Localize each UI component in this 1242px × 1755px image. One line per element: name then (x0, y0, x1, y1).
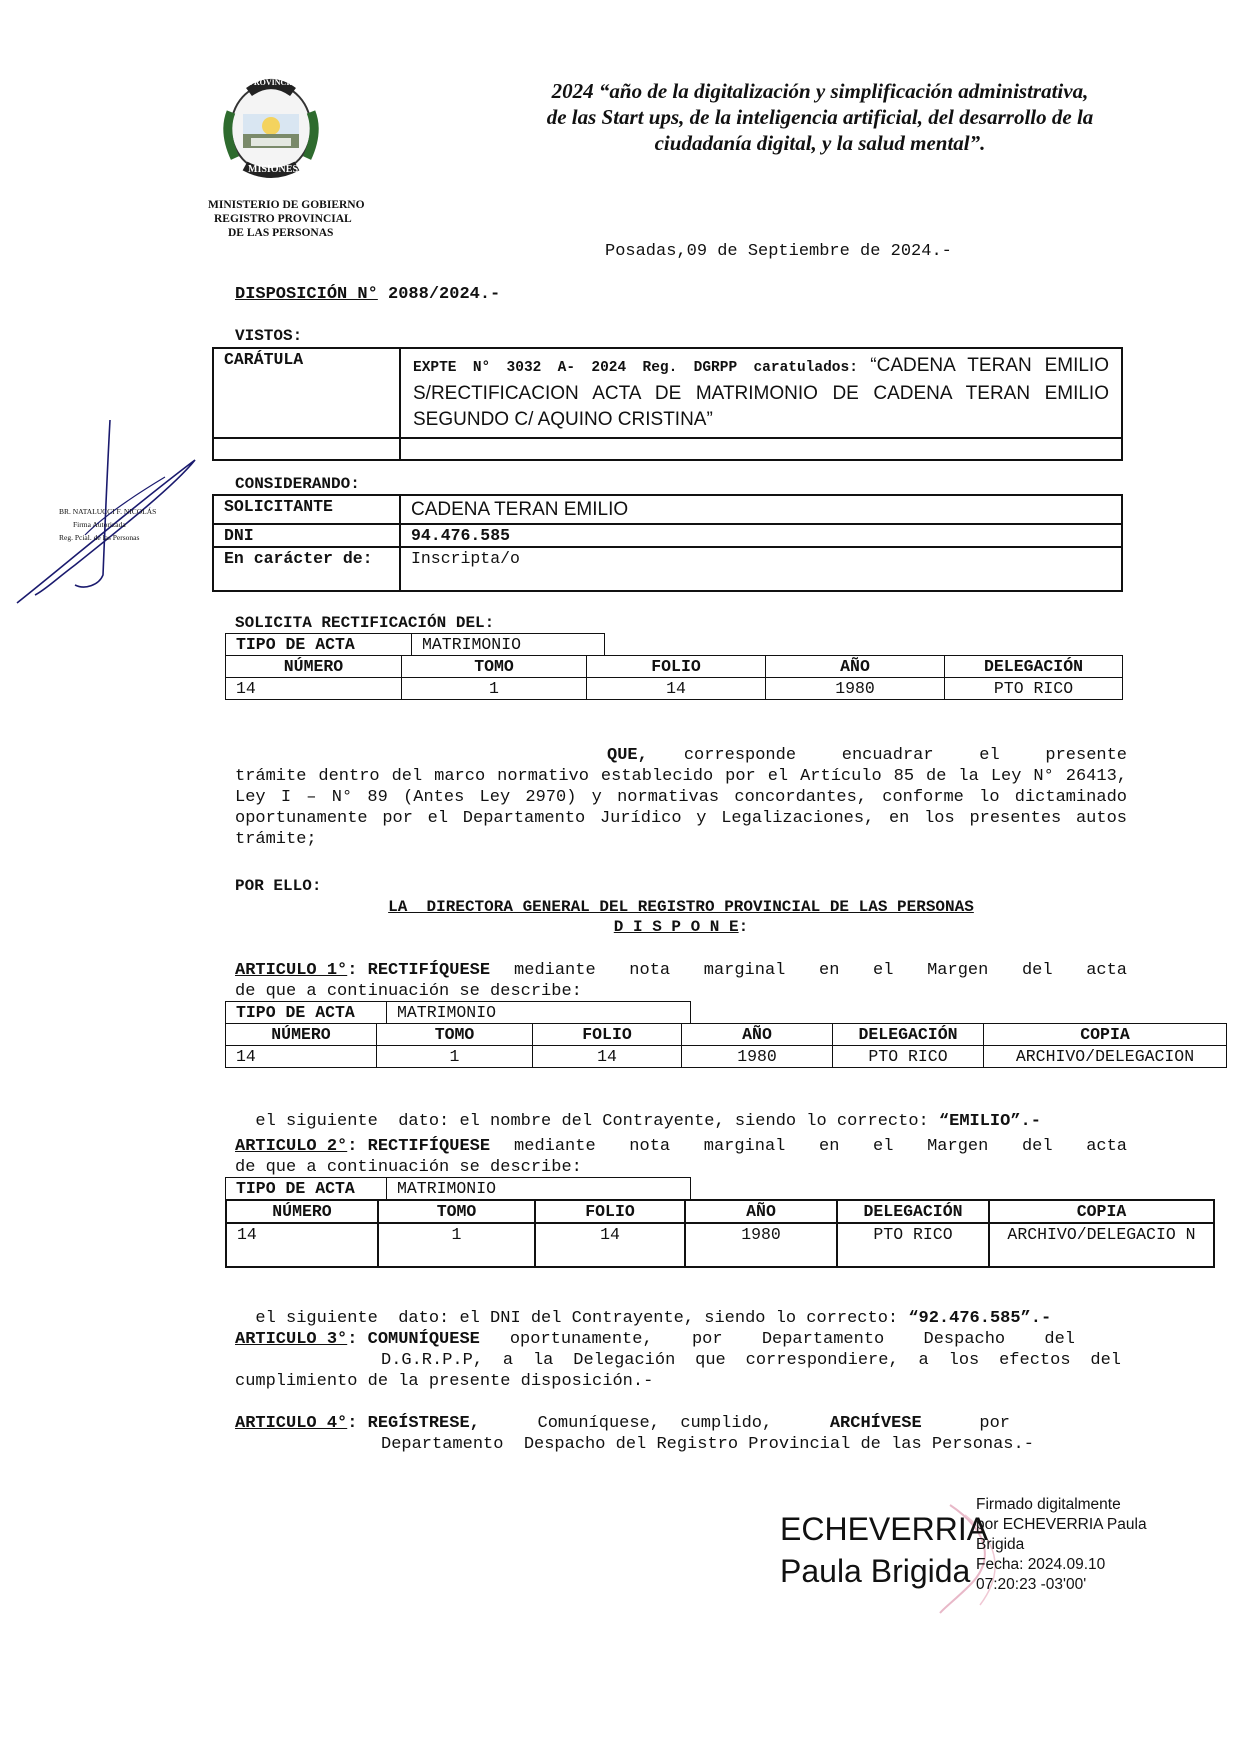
table-row (226, 1002, 691, 1024)
cell-anio: 1980 (766, 678, 945, 700)
caratula-label: CARÁTULA (213, 348, 400, 438)
articulo-1-text-first: mediante nota marginal en el Margen del acta (514, 961, 1127, 980)
articulo-3-text-second: D.G.R.P.P, a la Delegación que correspondiere, a los efectos del (381, 1351, 1121, 1370)
cell-folio: 14 (533, 1046, 682, 1068)
solicitante-table (212, 494, 1123, 592)
articulo-1-result (235, 1090, 1041, 1132)
ministry-line-2: REGISTRO PROVINCIAL (214, 213, 352, 225)
col-anio: AÑO (766, 656, 945, 678)
articulo-2-tipo-table (225, 1177, 691, 1200)
solicita-heading: SOLICITA RECTIFICACIÓN DEL: (235, 614, 495, 632)
cell-anio: 1980 (682, 1046, 833, 1068)
signer-name-line-1: ECHEVERRIA (780, 1511, 989, 1547)
col-tomo: TOMO (377, 1024, 533, 1046)
que-lead: QUE, (607, 746, 648, 765)
articulo-1-acta-table (225, 1023, 1227, 1068)
cell-delegacion: PTO RICO (833, 1046, 984, 1068)
cell-anio: 1980 (685, 1223, 837, 1267)
caratula-table (212, 347, 1123, 461)
que-paragraph (235, 745, 1127, 850)
articulo-1-tipo-table (225, 1001, 691, 1024)
cell-folio: 14 (587, 678, 766, 700)
col-numero: NÚMERO (226, 1200, 378, 1223)
cell-tomo: 1 (402, 678, 587, 700)
expte-prefix: EXPTE N° 3032 A- 2024 Reg. DGRPP caratulados: (413, 360, 858, 376)
side-signature-line-3: Reg. Pcial. de las Personas (59, 533, 140, 542)
articulo-3-verb: COMUNÍQUESE (367, 1330, 480, 1349)
col-tomo: TOMO (378, 1200, 535, 1223)
articulo-4-verb-2: ARCHÍVESE (829, 1414, 922, 1433)
col-tomo: TOMO (402, 656, 587, 678)
articulo-1-label: ARTICULO 1° (235, 961, 348, 980)
articulo-2-verb: RECTIFÍQUESE (367, 1137, 491, 1156)
signature-detail-4: Fecha: 2024.09.10 (976, 1556, 1106, 1573)
seal-text-top: PROVINCIA DE (249, 78, 308, 87)
articulo-2-result (235, 1287, 1051, 1329)
tipo-acta-value: MATRIMONIO (412, 634, 605, 656)
articulo-4-label: ARTICULO 4° (235, 1414, 348, 1433)
dispone-word: D I S P O N E (613, 918, 739, 936)
articulo-3-text-first: oportunamente, por Departamento Despacho del (509, 1330, 1075, 1349)
col-folio: FOLIO (587, 656, 766, 678)
table-header-row (226, 1024, 1227, 1046)
cell-copia: ARCHIVO/DELEGACION (984, 1046, 1227, 1068)
articulo-4-text: ARTICULO 4°: REGÍSTRESE, Comuníquese, cumplido, ARCHÍVESE por Departamento Despacho del Registro Provincial de las Personas.- (235, 1414, 1034, 1454)
expte-title: “CADENA TERAN EMILIO S/RECTIFICACION ACTA DE MATRIMONIO DE CADENA TERAN EMILIO SEGUNDO C/ AQUINO CRISTINA” (413, 355, 1109, 430)
articulo-2-label: ARTICULO 2° (235, 1137, 348, 1156)
disposicion-label: DISPOSICIÓN N° (235, 285, 378, 304)
disposicion-title (235, 285, 500, 304)
cell-delegacion: PTO RICO (837, 1223, 989, 1267)
articulo-3-text: ARTICULO 3° : COMUNÍQUESE oportunamente, por Departamento Despacho del D.G.R.P.P, a la Delegación que correspondiere, a los efectos del cumplimiento de la presente disposición.- (235, 1330, 1121, 1391)
signature-detail-1: Firmado digitalmente (976, 1496, 1121, 1513)
articulo-4-text-second: Departamento Despacho del Registro Provincial de las Personas.- (381, 1435, 1034, 1454)
col-delegacion: DELEGACIÓN (837, 1200, 989, 1223)
col-copia: COPIA (989, 1200, 1214, 1223)
articulo-2-text-second: de que a continuación se describe: (235, 1158, 582, 1177)
tipo-acta-label: TIPO DE ACTA (226, 1002, 387, 1024)
table-row (213, 495, 1122, 524)
col-anio: AÑO (685, 1200, 837, 1223)
articulo-2-acta-table (225, 1199, 1215, 1268)
dni-value: 94.476.585 (400, 524, 1122, 547)
cell-tomo: 1 (378, 1223, 535, 1267)
col-numero: NÚMERO (226, 1024, 377, 1046)
que-text-rest: trámite dentro del marco normativo establecido por el Artículo 85 de la Ley N° 26413, Ley I – N° 89 (Antes Ley 2970) y normativas concordantes, conforme lo dictaminado oportunamente por el Departamento Jurídico y Legalizaciones, en los presentes autos trámite; (235, 767, 1127, 849)
articulo-4-tail: por (979, 1414, 1010, 1433)
dispone-line (235, 918, 1127, 936)
solicita-tipo-table (225, 633, 605, 656)
solicitante-label: SOLICITANTE (213, 495, 400, 524)
solicitante-value: CADENA TERAN EMILIO (400, 495, 1122, 524)
articulo-1-text: ARTICULO 1° : RECTIFÍQUESE mediante nota marginal en el Margen del acta de que a continuación se describe: (235, 961, 1127, 1001)
signature-detail-3: Brigida (976, 1536, 1025, 1553)
table-row (213, 547, 1122, 591)
caracter-label: En carácter de: (213, 547, 400, 591)
tipo-acta-value: MATRIMONIO (387, 1178, 691, 1200)
cell-delegacion: PTO RICO (945, 678, 1123, 700)
table-row (226, 1046, 1227, 1068)
table-row (226, 1178, 691, 1200)
motto-line-3: ciudadanía digital, y la salud mental”. (654, 131, 986, 155)
motto-line-2: de las Start ups, de la inteligencia artificial, del desarrollo de la (546, 105, 1094, 129)
col-delegacion: DELEGACIÓN (833, 1024, 984, 1046)
vistos-heading: VISTOS: (235, 327, 303, 345)
articulo-2-text-first: mediante nota marginal en el Margen del acta (514, 1137, 1127, 1156)
col-copia: COPIA (984, 1024, 1227, 1046)
side-signature-line-2: Firma Autorizada (73, 520, 126, 529)
motto-line-1: 2024 “año de la digitalización y simplificación administrativa, (551, 79, 1089, 103)
cell-folio: 14 (535, 1223, 685, 1267)
side-signature-line-1: BR. NATALUCCI F. NICOLÁS (59, 507, 157, 516)
que-text-first: corresponde encuadrar el presente (683, 746, 1127, 765)
ministry-block (208, 198, 365, 240)
articulo-3-text-third: cumplimiento de la presente disposición.- (235, 1372, 654, 1391)
table-row (226, 678, 1123, 700)
province-seal (215, 72, 327, 184)
date-line: Posadas,09 de Septiembre de 2024.- (605, 242, 952, 261)
empty-cell (400, 438, 1122, 460)
table-row (213, 438, 1122, 460)
solicita-acta-table (225, 655, 1123, 700)
table-row (226, 1223, 1214, 1267)
table-row (213, 348, 1122, 438)
seal-text-bottom: MISIONES (248, 164, 299, 175)
col-folio: FOLIO (535, 1200, 685, 1223)
ministry-line-1: MINISTERIO DE GOBIERNO (208, 199, 365, 211)
table-row (213, 524, 1122, 547)
cell-numero: 14 (226, 1223, 378, 1267)
cell-tomo: 1 (377, 1046, 533, 1068)
caracter-value: Inscripta/o (400, 547, 1122, 591)
col-anio: AÑO (682, 1024, 833, 1046)
tipo-acta-label: TIPO DE ACTA (226, 634, 412, 656)
year-motto (480, 78, 1160, 156)
cell-numero: 14 (226, 678, 402, 700)
tipo-acta-value: MATRIMONIO (387, 1002, 691, 1024)
por-ello: POR ELLO: (235, 877, 322, 895)
directora-line: LA DIRECTORA GENERAL DEL REGISTRO PROVINCIAL DE LAS PERSONAS (388, 898, 974, 916)
signature-detail-5: 07:20:23 -03'00' (976, 1576, 1087, 1593)
signature-detail-2: por ECHEVERRIA Paula (976, 1516, 1147, 1533)
considerando-heading: CONSIDERANDO: (235, 475, 360, 493)
col-folio: FOLIO (533, 1024, 682, 1046)
side-signature (15, 415, 205, 605)
disposicion-number: 2088/2024.- (388, 285, 501, 304)
articulo-3-label: ARTICULO 3° (235, 1330, 348, 1349)
articulo-1-result-text: el siguiente dato: el nombre del Contrayente, siendo lo correcto: (255, 1112, 929, 1131)
dispone-colon: : (738, 918, 749, 936)
articulo-2-result-value: “92.476.585”.- (908, 1309, 1052, 1328)
articulo-4-verb-1: REGÍSTRESE, (367, 1414, 480, 1433)
table-row (226, 634, 605, 656)
table-header-row (226, 1200, 1214, 1223)
articulo-1-text-second: de que a continuación se describe: (235, 982, 582, 1001)
cell-numero: 14 (226, 1046, 377, 1068)
ministry-line-3: DE LAS PERSONAS (228, 227, 334, 239)
articulo-2-text: ARTICULO 2° : RECTIFÍQUESE mediante nota marginal en el Margen del acta de que a continuación se describe: (235, 1137, 1127, 1177)
signature-details (976, 1495, 1147, 1595)
caratula-value (400, 348, 1122, 438)
empty-cell (213, 438, 400, 460)
articulo-2-result-text: el siguiente dato: el DNI del Contrayente, siendo lo correcto: (255, 1309, 899, 1328)
articulo-1-verb: RECTIFÍQUESE (367, 961, 491, 980)
col-delegacion: DELEGACIÓN (945, 656, 1123, 678)
table-header-row (226, 656, 1123, 678)
col-numero: NÚMERO (226, 656, 402, 678)
tipo-acta-label: TIPO DE ACTA (226, 1178, 387, 1200)
articulo-4-mid: Comuníquese, cumplido, (537, 1414, 773, 1433)
dni-label: DNI (213, 524, 400, 547)
articulo-1-result-value: “EMILIO”.- (938, 1112, 1041, 1131)
digital-signature (780, 1495, 1180, 1615)
cell-copia: ARCHIVO/DELEGACIO N (989, 1223, 1214, 1267)
signer-name-line-2: Paula Brigida (780, 1553, 971, 1589)
